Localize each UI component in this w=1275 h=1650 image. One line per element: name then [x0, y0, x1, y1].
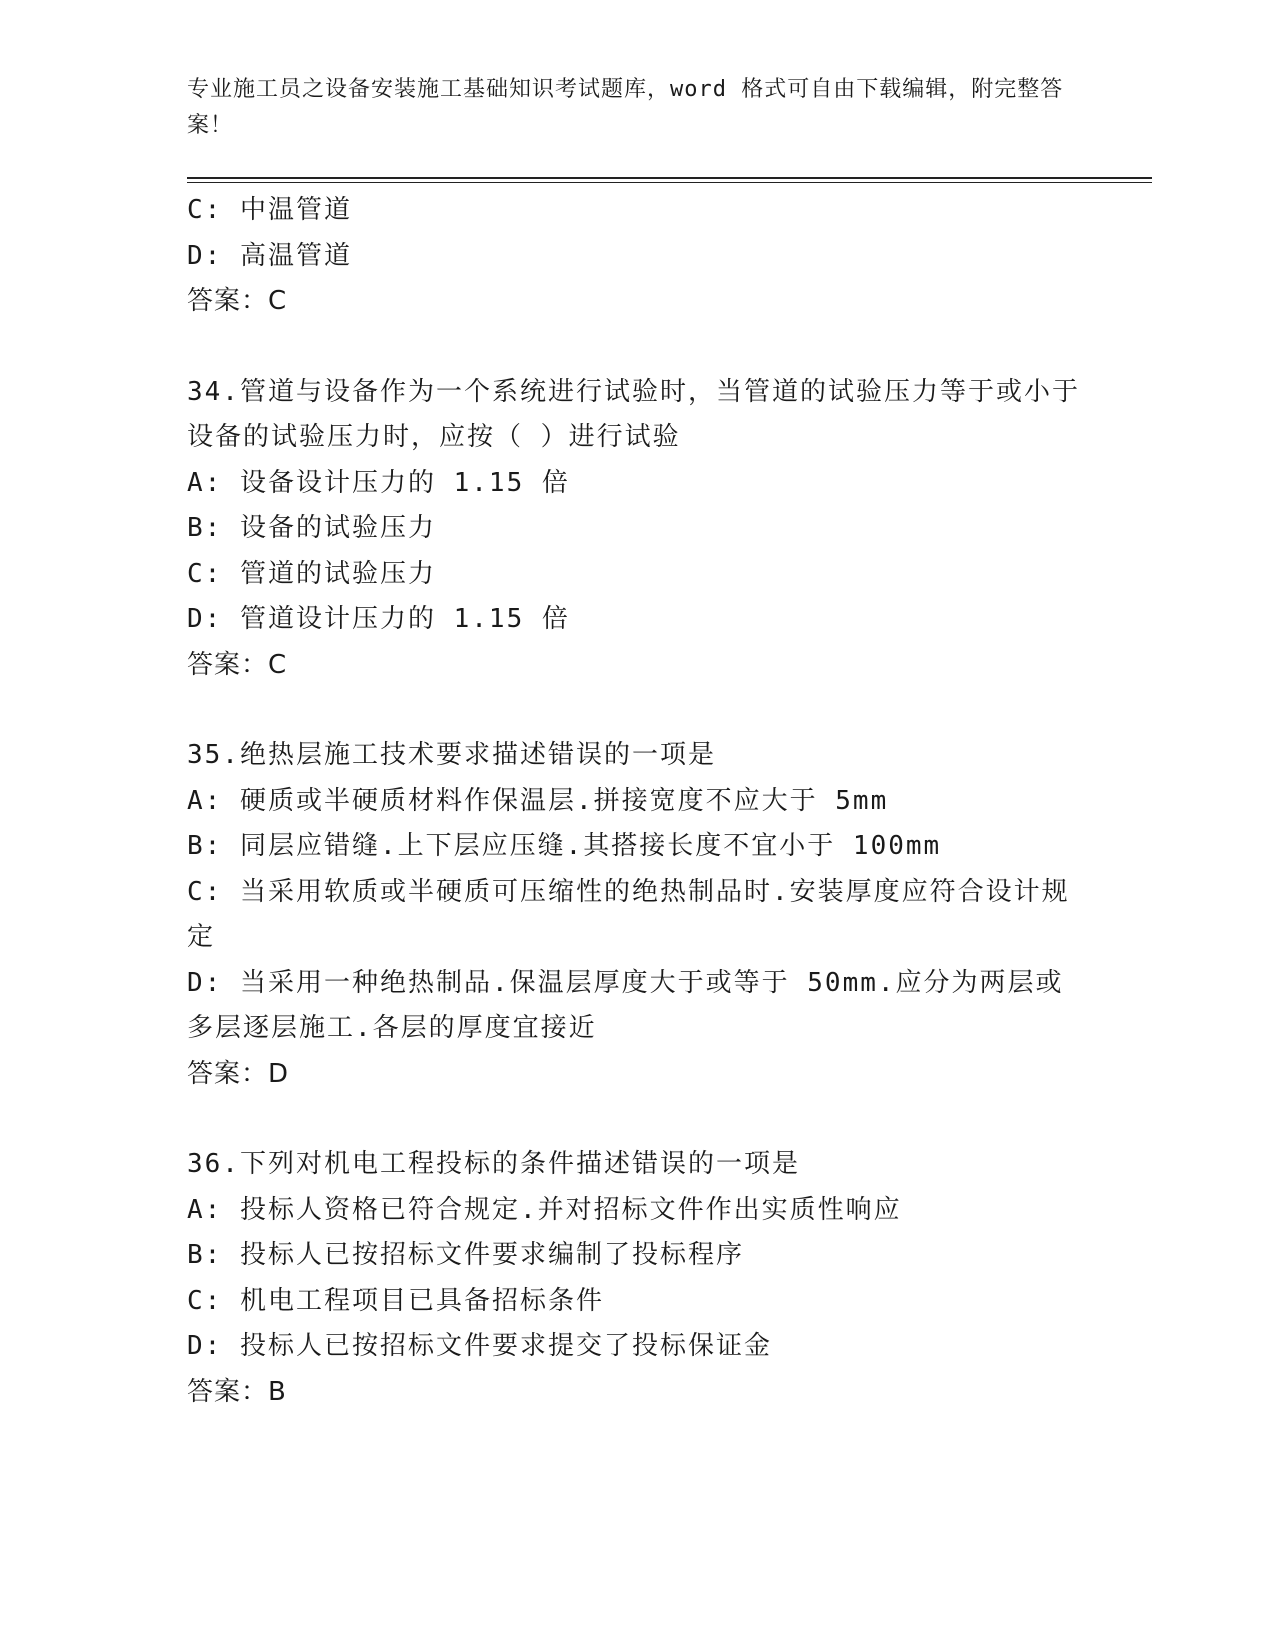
option-d: D: 当采用一种绝热制品.保温层厚度大于或等于 50mm.应分为两层或多层逐层施工.各层的厚度宜接近 [187, 967, 1064, 1043]
question-text: 36.下列对机电工程投标的条件描述错误的一项是 [187, 1149, 800, 1179]
header-rule-thin [187, 182, 1152, 183]
answer-line: 答案：C [187, 649, 288, 680]
option-a: A: 投标人资格已符合规定.并对招标文件作出实质性响应 [187, 1194, 902, 1225]
header-rule-thick [187, 177, 1152, 179]
option-d: D: 高温管道 [187, 240, 352, 271]
option-c: C: 当采用软质或半硬质可压缩性的绝热制品时.安装厚度应符合设计规定 [187, 876, 1070, 952]
question-34 [187, 370, 1087, 689]
option-c: C: 机电工程项目已具备招标条件 [187, 1285, 604, 1316]
answer-line: 答案：D [187, 1058, 290, 1089]
question-36 [187, 1142, 1087, 1415]
option-a: A: 硬质或半硬质材料作保温层.拼接宽度不应大于 5mm [187, 785, 889, 816]
question-35 [187, 733, 1087, 1097]
option-c: C: 中温管道 [187, 195, 352, 225]
option-c: C: 管道的试验压力 [187, 558, 436, 589]
option-b: B: 设备的试验压力 [187, 513, 436, 543]
question-list [187, 188, 1087, 1460]
option-d: D: 管道设计压力的 1.15 倍 [187, 604, 570, 634]
option-a: A: 设备设计压力的 1.15 倍 [187, 467, 570, 498]
question-text: 35.绝热层施工技术要求描述错误的一项是 [187, 740, 716, 770]
question-text: 34.管道与设备作为一个系统进行试验时，当管道的试验压力等于或小于设备的试验压力时，应按（ ）进行试验 [187, 376, 1080, 452]
option-d: D: 投标人已按招标文件要求提交了投标保证金 [187, 1331, 772, 1361]
answer-line: 答案：B [187, 1376, 287, 1407]
answer-line: 答案：C [187, 286, 288, 316]
option-b: B: 投标人已按招标文件要求编制了投标程序 [187, 1240, 744, 1270]
document-header: 专业施工员之设备安装施工基础知识考试题库，word 格式可自由下载编辑，附完整答案！ [187, 77, 1064, 138]
question-fragment [187, 188, 1087, 325]
option-b: B: 同层应错缝.上下层应压缝.其搭接长度不宜小于 100mm [187, 831, 942, 861]
